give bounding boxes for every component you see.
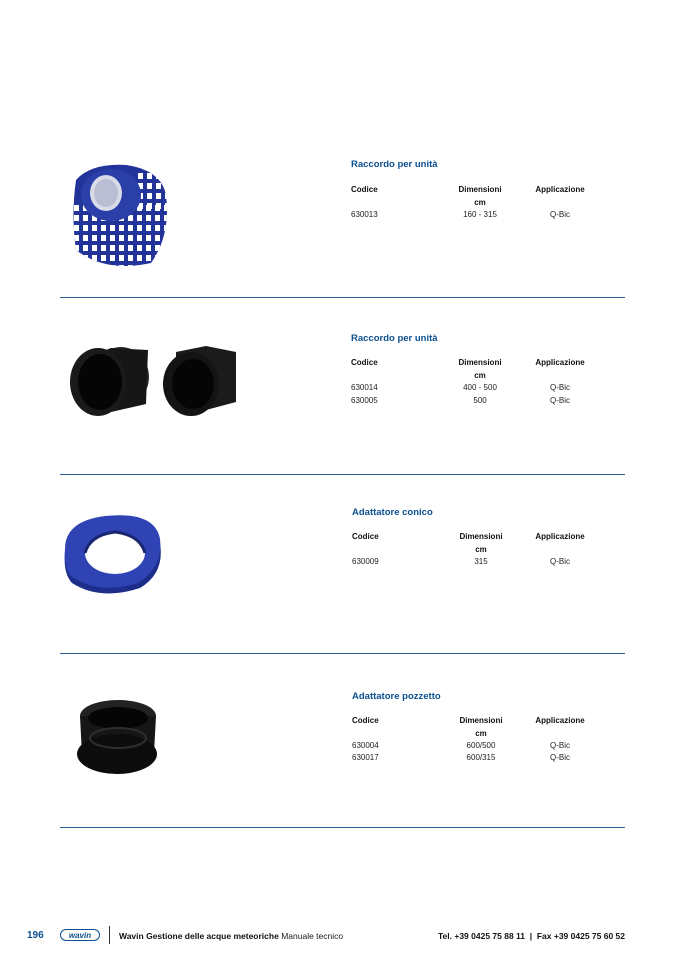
grid-hole <box>147 183 152 189</box>
grid-hole <box>74 215 79 221</box>
grid-hole <box>165 173 170 179</box>
product-title: Raccordo per unità <box>351 159 438 170</box>
cell-applicazione: Q-Bic <box>550 741 570 750</box>
grid-hole <box>74 205 79 211</box>
cell-dimensioni: 400 - 500 <box>463 383 497 392</box>
cell-codice: 630017 <box>352 753 379 762</box>
grid-hole <box>83 255 88 261</box>
cell-dimensioni: 315 <box>474 557 488 566</box>
grid-hole <box>164 215 169 221</box>
grid-hole <box>92 265 97 271</box>
grid-hole <box>147 193 152 199</box>
grid-hole <box>74 265 79 271</box>
header-dimensioni-unit: cm <box>475 729 487 738</box>
cell-codice: 630005 <box>351 396 378 405</box>
footer-title-regular: Manuale tecnico <box>281 931 344 941</box>
grid-hole <box>165 193 170 199</box>
grid-hole <box>119 235 124 241</box>
grid-hole <box>155 215 160 221</box>
header-codice: Codice <box>352 532 379 541</box>
grid-hole <box>110 235 115 241</box>
header-applicazione: Applicazione <box>535 358 585 367</box>
grid-hole <box>137 225 142 231</box>
grid-hole <box>83 225 88 231</box>
section-divider <box>60 474 625 475</box>
section-divider <box>60 827 625 828</box>
header-codice: Codice <box>352 716 379 725</box>
grid-hole <box>92 235 97 241</box>
grid-hole <box>156 173 161 179</box>
grid-hole <box>128 225 133 231</box>
grid-hole <box>165 203 170 209</box>
grid-hole <box>155 265 160 271</box>
product-title: Adattatore pozzetto <box>352 691 441 702</box>
header-codice: Codice <box>351 185 378 194</box>
product-image-raccordo-black <box>66 342 241 422</box>
page-footer <box>0 930 677 946</box>
cell-applicazione: Q-Bic <box>550 753 570 762</box>
grid-hole <box>83 235 88 241</box>
grid-hole <box>92 225 97 231</box>
grid-hole <box>92 255 97 261</box>
cell-applicazione: Q-Bic <box>550 383 570 392</box>
grid-hole <box>164 225 169 231</box>
header-dimensioni: Dimensioni <box>458 358 502 367</box>
grid-hole <box>119 255 124 261</box>
header-applicazione: Applicazione <box>535 185 585 194</box>
section-divider <box>60 297 625 298</box>
product-image-raccordo-grid <box>66 155 176 275</box>
grid-hole <box>74 225 79 231</box>
grid-hole <box>74 245 79 251</box>
footer-title <box>119 931 343 941</box>
grid-hole <box>146 235 151 241</box>
grid-hole <box>146 255 151 261</box>
cell-applicazione: Q-Bic <box>550 210 570 219</box>
wavin-logo <box>60 929 100 941</box>
grid-hole <box>101 235 106 241</box>
grid-hole <box>74 255 79 261</box>
header-dimensioni-unit: cm <box>474 198 486 207</box>
grid-hole <box>137 255 142 261</box>
cell-applicazione: Q-Bic <box>550 557 570 566</box>
grid-hole <box>137 215 142 221</box>
grid-hole <box>137 235 142 241</box>
header-codice: Codice <box>351 358 378 367</box>
grid-hole <box>83 245 88 251</box>
grid-hole <box>146 245 151 251</box>
grid-hole <box>155 235 160 241</box>
grid-hole <box>119 265 124 271</box>
cell-codice: 630009 <box>352 557 379 566</box>
cell-codice: 630013 <box>351 210 378 219</box>
product-image-adattatore-pozzetto <box>70 698 160 778</box>
grid-hole <box>119 245 124 251</box>
grid-hole <box>146 265 151 271</box>
grid-hole <box>101 265 106 271</box>
section-divider <box>60 653 625 654</box>
grid-hole <box>164 265 169 271</box>
cell-dimensioni: 600/500 <box>466 741 496 750</box>
grid-hole <box>110 225 115 231</box>
cell-codice: 630004 <box>352 741 379 750</box>
header-applicazione: Applicazione <box>535 532 585 541</box>
grid-hole <box>164 245 169 251</box>
grid-hole <box>119 225 124 231</box>
grid-hole <box>101 245 106 251</box>
page-number: 196 <box>27 930 44 941</box>
grid-hole <box>74 235 79 241</box>
grid-hole <box>128 255 133 261</box>
cell-applicazione: Q-Bic <box>550 396 570 405</box>
grid-hole <box>156 203 161 209</box>
grid-hole <box>128 245 133 251</box>
grid-hole <box>147 173 152 179</box>
footer-separator <box>109 926 110 944</box>
grid-hole <box>83 215 88 221</box>
grid-hole <box>138 173 143 179</box>
header-dimensioni-unit: cm <box>475 545 487 554</box>
footer-contact: Tel. +39 0425 75 88 11 | Fax +39 0425 75 60 52 <box>437 931 625 941</box>
grid-hole <box>147 203 152 209</box>
grid-hole <box>92 245 97 251</box>
grid-hole <box>101 255 106 261</box>
grid-hole <box>155 245 160 251</box>
logo-text: wavin <box>68 931 92 940</box>
grid-hole <box>156 193 161 199</box>
cell-dimensioni: 500 <box>473 396 487 405</box>
cell-dimensioni: 600/315 <box>466 753 496 762</box>
grid-hole <box>128 265 133 271</box>
grid-hole <box>137 245 142 251</box>
grid-hole <box>110 265 115 271</box>
product-title: Adattatore conico <box>352 507 433 518</box>
grid-hole <box>164 255 169 261</box>
footer-title-bold: Wavin Gestione delle acque meteoriche <box>119 931 279 941</box>
grid-hole <box>101 225 106 231</box>
header-dimensioni: Dimensioni <box>459 716 503 725</box>
product-image-adattatore-conico <box>60 513 165 598</box>
cell-dimensioni: 160 - 315 <box>463 210 497 219</box>
grid-hole <box>137 265 142 271</box>
grid-hole <box>128 235 133 241</box>
grid-hole <box>146 225 151 231</box>
grid-hole <box>164 235 169 241</box>
header-dimensioni: Dimensioni <box>459 532 503 541</box>
grid-hole <box>110 245 115 251</box>
grid-hole <box>165 183 170 189</box>
grid-hole <box>156 183 161 189</box>
product-title: Raccordo per unità <box>351 333 438 344</box>
grid-hole <box>83 265 88 271</box>
grid-hole <box>155 255 160 261</box>
grid-hole <box>110 255 115 261</box>
grid-hole <box>146 215 151 221</box>
header-applicazione: Applicazione <box>535 716 585 725</box>
header-dimensioni-unit: cm <box>474 371 486 380</box>
grid-hole <box>155 225 160 231</box>
header-dimensioni: Dimensioni <box>458 185 502 194</box>
cell-codice: 630014 <box>351 383 378 392</box>
